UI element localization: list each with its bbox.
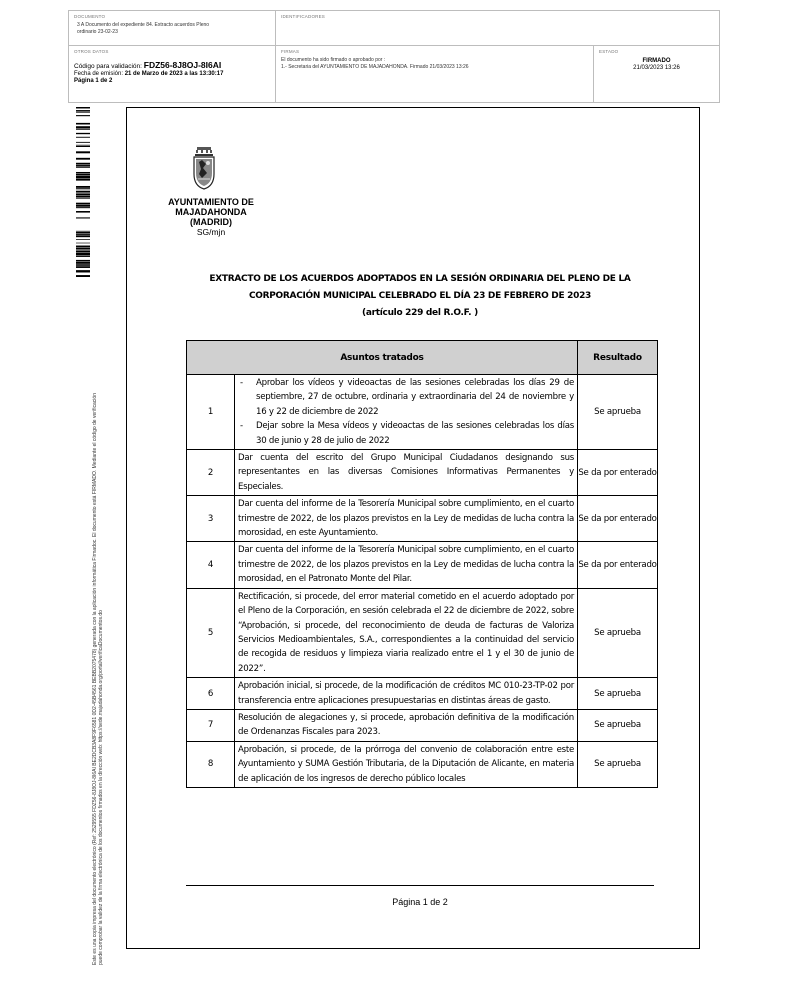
otros-datos-cell xyxy=(69,46,276,102)
firmas-cell xyxy=(276,46,594,102)
col-resultado-header: Resultado xyxy=(578,341,658,375)
row-subject xyxy=(235,375,578,450)
row-result: Se da por enterado xyxy=(578,450,658,496)
org-line-3: (MADRID) xyxy=(190,217,232,227)
row-result: Se aprueba xyxy=(578,678,658,710)
table-row xyxy=(187,588,658,677)
bullet-dash: - xyxy=(240,378,243,388)
firmas-value: 1.- Secretaria del AYUNTAMIENTO DE MAJADAHONDA. Firmado 21/03/2023 13:26 xyxy=(281,63,469,70)
row-result: Se aprueba xyxy=(578,375,658,450)
org-line-2: MAJADAHONDA xyxy=(175,207,247,217)
row-result: Se aprueba xyxy=(578,709,658,741)
documento-cell xyxy=(69,11,276,45)
row-subject: Dar cuenta del informe de la Tesorería Municipal sobre cumplimiento, en el cuarto trimestre de 2022, de los plazos previstos en la Ley de medidas de lucha contra la morosidad, en este Ayuntamiento. xyxy=(235,496,578,542)
bullet-item xyxy=(238,376,574,419)
table-row xyxy=(187,678,658,710)
row-subject: Rectificación, si procede, del error material cometido en el acuerdo adoptado por el Pleno de la Corporación, en sesión celebrada el 22 de diciembre de 2022, sobre “Aprobación, si procede, del reconocimiento de deuda de facturas de Valoriza Servicios Medioambientales, S.A., correspondientes a la continuidad del servicio de recogida de residuos y limpieza viaria realizado entre el 1 y el 30 de junio de 2022”. xyxy=(235,588,578,677)
estado-value: FIRMADO xyxy=(642,58,671,64)
table-row xyxy=(187,542,658,588)
coat-of-arms-icon xyxy=(190,146,218,190)
table-row xyxy=(187,375,658,450)
footer-page-number: Página 1 de 2 xyxy=(392,897,448,907)
validation-code-line xyxy=(74,60,270,70)
issue-date: 21 de Marzo de 2023 a las 13:30:17 xyxy=(124,71,224,77)
row-number: 8 xyxy=(187,741,235,787)
org-reference: SG/mjn xyxy=(196,227,226,237)
table-row xyxy=(187,496,658,542)
header-page-count: Página 1 de 2 xyxy=(74,78,113,84)
bullet-dash: - xyxy=(240,421,243,432)
issue-date-label: Fecha de emisión: xyxy=(74,71,124,77)
table-header-row xyxy=(187,341,658,375)
signature-header xyxy=(68,10,720,103)
row-result: Se da por enterado xyxy=(578,542,658,588)
row-number: 5 xyxy=(187,588,235,677)
row-number: 7 xyxy=(187,709,235,741)
row-number: 2 xyxy=(187,450,235,496)
footer-divider xyxy=(186,885,654,886)
organization-block xyxy=(150,197,272,237)
row-subject: Resolución de alegaciones y, si procede, aprobación definitiva de la modificación de Ordenanzas Fiscales para 2023. xyxy=(235,709,578,741)
firmas-intro: El documento ha sido firmado o aprobado por : xyxy=(281,57,386,63)
org-line-1: AYUNTAMIENTO DE xyxy=(168,197,254,207)
bullet-text: Dejar sobre la Mesa vídeos y videoactas de las sesiones celebradas los días 30 de junio y 28 de julio de 2022 xyxy=(256,421,574,446)
row-number: 6 xyxy=(187,678,235,710)
documento-label: DOCUMENTO xyxy=(74,14,106,19)
col-asuntos-header: Asuntos tratados xyxy=(187,341,578,375)
estado-label: ESTADO xyxy=(599,49,619,54)
otros-datos-label: OTROS DATOS xyxy=(74,49,109,54)
validation-code-label: Código para validación: xyxy=(74,63,142,70)
row-result: Se aprueba xyxy=(578,588,658,677)
issue-date-line xyxy=(74,71,270,77)
side-text-line-1: Este es una copia impresa del documento electrónico (Ref: 2529555 FDZ56-8J8OJ-8I6AI BE2DCB3A8F9F6581 0D2-45B4561 BEBB2075478) generada con la aplicación informática Firmadoc. El documento está FIRMADO. Mediante el código de verificación xyxy=(92,393,98,965)
row-result: Se da por enterado xyxy=(578,496,658,542)
document-title xyxy=(180,271,660,322)
title-line-3: (artículo 229 del R.O.F. ) xyxy=(362,308,478,318)
validation-code: FDZ56-8J8OJ-8I6AI xyxy=(143,60,222,70)
row-subject: Aprobación inicial, si procede, de la modificación de créditos MC 010-23-TP-02 por transferencia entre aplicaciones presupuestarias en distintas áreas de gasto. xyxy=(235,678,578,710)
row-subject: Aprobación, si procede, de la prórroga del convenio de colaboración entre este Ayuntamiento y SUMA Gestión Tributaria, de la Diputación de Alicante, en materia de aplicación de los ingresos de derecho público locales xyxy=(235,741,578,787)
identificadores-label: IDENTIFICADORES xyxy=(281,14,326,19)
title-line-2: CORPORACIÓN MUNICIPAL CELEBRADO EL DÍA 23 DE FEBRERO DE 2023 xyxy=(248,291,592,301)
table-row xyxy=(187,741,658,787)
barcode-icon xyxy=(76,107,90,277)
row-number: 1 xyxy=(187,375,235,450)
documento-value: 3 A Documento del expediente 84. Extracto acuerdos Pleno ordinario 23-02-23 xyxy=(77,22,210,35)
bullet-item xyxy=(238,419,574,448)
row-number: 4 xyxy=(187,542,235,588)
table-row xyxy=(187,450,658,496)
estado-cell xyxy=(594,46,719,102)
side-text-line-2: puede comprobar la validez de la firma electrónica de los documentos firmados en la dirección web: https://sede.majadahonda.org/portal/verificaDocumentos.do xyxy=(98,610,104,965)
estado-date: 21/03/2023 13:26 xyxy=(633,65,680,71)
bullet-text: Aprobar los vídeos y videoactas de las sesiones celebradas los días 29 de septiembre, 27 de octubre, ordinaria y extraordinaria del 24 de noviembre y 16 y 22 de diciembre de 2022 xyxy=(256,378,574,417)
row-subject: Dar cuenta del escrito del Grupo Municipal Ciudadanos designando sus representantes en las diversas Comisiones Informativas Permanentes y Especiales. xyxy=(235,450,578,496)
firmas-label: FIRMAS xyxy=(281,49,300,54)
table-row xyxy=(187,709,658,741)
verification-side-text xyxy=(92,290,102,965)
title-line-1: EXTRACTO DE LOS ACUERDOS ADOPTADOS EN LA SESIÓN ORDINARIA DEL PLENO DE LA xyxy=(209,274,631,284)
row-subject: Dar cuenta del informe de la Tesorería Municipal sobre cumplimiento, en el cuarto trimestre de 2022, de los plazos previstos en la Ley de medidas de lucha contra la morosidad, en el Patronato Monte del Pilar. xyxy=(235,542,578,588)
row-number: 3 xyxy=(187,496,235,542)
identificadores-cell xyxy=(276,11,719,45)
row-result: Se aprueba xyxy=(578,741,658,787)
agreements-table xyxy=(186,340,658,788)
